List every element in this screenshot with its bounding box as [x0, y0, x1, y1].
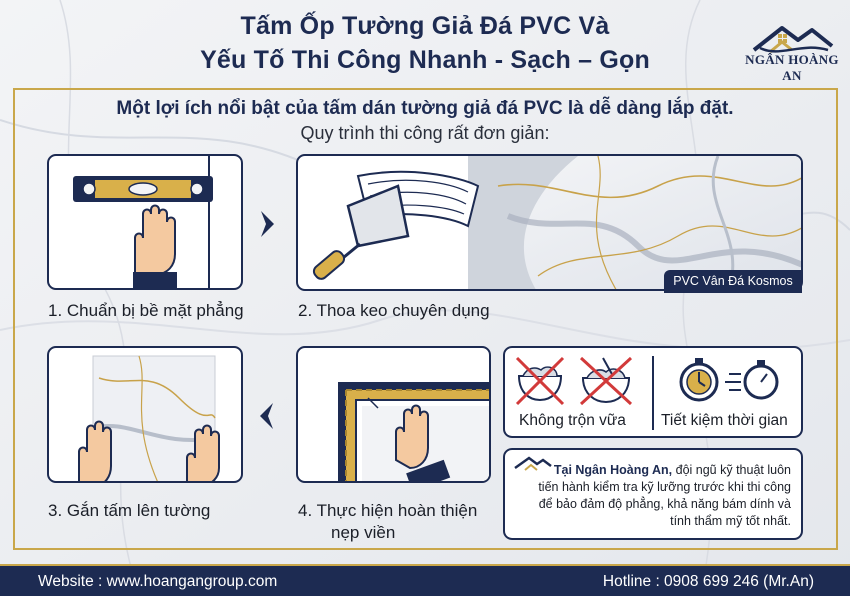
step-3-label: 3. Gắn tấm lên tường: [48, 501, 211, 520]
benefits-divider: [652, 356, 654, 430]
benefits-box: [503, 346, 803, 438]
benefit-save-time-label: Tiết kiệm thời gian: [661, 412, 788, 429]
step-1-card: [47, 154, 243, 290]
title-line-2: Yếu Tố Thi Công Nhanh - Sạch – Gọn: [200, 46, 650, 74]
footer-bar: [0, 564, 850, 596]
step-4-label-line-1: 4. Thực hiện hoàn thiện: [298, 501, 478, 520]
intro-headline: Một lợi ích nổi bật của tấm dán tường giả đá PVC là dễ dàng lắp đặt.: [116, 98, 734, 119]
hands-panel-icon: [49, 348, 243, 483]
step-2-label: 2. Thoa keo chuyên dụng: [298, 301, 490, 320]
benefit-no-mortar-label: Không trộn vữa: [519, 412, 626, 429]
note-line-1: đội ngũ kỹ thuật luôn: [672, 463, 791, 477]
step-4-card: [296, 346, 491, 483]
stopwatch-icon: [673, 354, 797, 406]
no-mortar-icon: [513, 354, 637, 406]
note-brand: Tại Ngân Hoàng An,: [553, 463, 673, 477]
level-hand-icon: [49, 156, 243, 290]
footer-hotline[interactable]: Hotline : 0908 699 246 (Mr.An): [602, 573, 814, 590]
step-4-label-line-2: nẹp viền: [331, 523, 396, 542]
title-line-1: Tấm Ốp Tường Giả Đá PVC Và: [240, 12, 610, 40]
step-3-card: [47, 346, 243, 483]
step-1-label: 1. Chuẩn bị bề mặt phẳng: [48, 301, 244, 320]
chevron-left-icon: [258, 401, 276, 431]
note-box: [503, 448, 803, 540]
frame-trim-icon: [298, 348, 491, 483]
note-text: [519, 462, 791, 530]
chevron-right-icon: [258, 209, 276, 239]
product-badge: PVC Vân Đá Kosmos: [664, 270, 802, 293]
logo-text: NGÂN HOÀNG AN: [745, 52, 839, 83]
note-line-2: tiến hành kiểm tra kỹ lưỡng trước khi thi công: [538, 480, 791, 494]
note-line-4: tính thẩm mỹ tốt nhất.: [670, 514, 791, 528]
note-line-3: để bảo đảm độ phẳng, khả năng bám dính và: [538, 497, 791, 511]
intro-subline: Quy trình thi công rất đơn giản:: [300, 123, 550, 143]
footer-website[interactable]: Website : www.hoangangroup.com: [38, 573, 278, 590]
